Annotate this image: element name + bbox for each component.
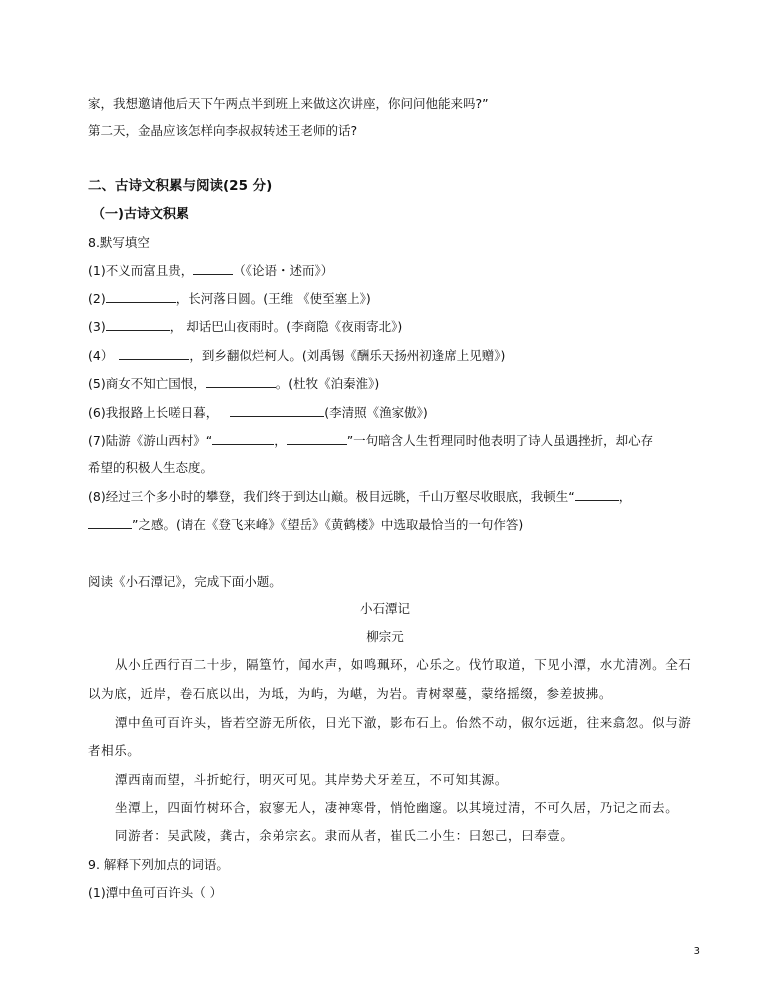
- q8-item-4-blank[interactable]: [119, 347, 189, 360]
- q8-item-6-after: (李清照《渔家傲》): [324, 405, 428, 420]
- q8-title: 8.默写填空: [88, 235, 150, 250]
- q9-title: 9. 解释下列加点的词语。: [88, 857, 229, 872]
- passage-p1-line-2: 以为底，近岸，卷石底以出，为坻，为屿，为嵁，为岩。青树翠蔓，蒙络摇缀，参差披拂。: [88, 686, 613, 701]
- intro-line-1: 家，我想邀请他后天下午两点半到班上来做这次讲座，你问问他能来吗?”: [88, 96, 489, 111]
- q8-item-7: [88, 432, 653, 449]
- q8-item-8-line-2: [88, 516, 523, 533]
- q8-item-5-before: (5)商女不知亡国恨，: [88, 376, 206, 391]
- page-number: 3: [693, 946, 700, 957]
- q8-item-8-before: (8)经过三个多小时的攀登，我们终于到达山巅。极目远眺，千山万壑尽收眼底，我顿生“: [88, 489, 575, 504]
- intro-line-2: 第二天，金晶应该怎样向李叔叔转述王老师的话?: [88, 123, 358, 138]
- q8-item-4-after: ，到乡翻似烂柯人。(刘禹锡《酬乐天扬州初逢席上见赠》): [189, 348, 506, 363]
- passage-p1-line-1: 从小丘西行百二十步，隔篁竹，闻水声，如鸣珮环，心乐之。伐竹取道，下见小潭，水尤清冽。全石: [115, 657, 692, 672]
- q8-item-4-before: (4）: [88, 348, 114, 363]
- q8-item-8-blank-1[interactable]: [575, 488, 619, 501]
- q8-item-5-after: 。(杜牧《泊秦淮》): [275, 376, 380, 391]
- q9-item-1: (1)潭中鱼可百许头（ ）: [88, 885, 223, 900]
- q8-item-5: [88, 375, 379, 392]
- q8-item-2-after: ，长河落日圆。(王维 《使至塞上》): [175, 291, 371, 306]
- passage-p4: 坐潭上，四面竹树环合，寂寥无人，凄神寒骨，悄怆幽邃。以其境过清，不可久居，乃记之而去。: [115, 800, 679, 815]
- q8-item-6-blank[interactable]: [230, 404, 324, 417]
- q8-item-1-after: （《论语・述而》）: [233, 263, 334, 278]
- subsection-title: （一)古诗文积累: [92, 207, 189, 222]
- q8-item-1-before: (1)不义而富且贵，: [88, 263, 194, 278]
- q8-item-2: [88, 290, 371, 307]
- q8-item-7-after: ”一句暗含人生哲理同时他表明了诗人虽遇挫折，却心存: [346, 433, 654, 448]
- q8-item-2-before: (2): [88, 291, 106, 306]
- q8-item-7-before: (7)陆游《游山西村》“: [88, 433, 213, 448]
- q8-item-8-mid: ，: [618, 489, 632, 504]
- passage-p5: 同游者：吴武陵，龚古，余弟宗玄。隶而从者，崔氏二小生：曰恕己，曰奉壹。: [115, 828, 574, 843]
- reading-prompt: 阅读《小石潭记》，完成下面小题。: [88, 574, 282, 589]
- q8-item-6-before: (6)我报路上长嗟日暮，: [88, 405, 219, 420]
- q8-item-1: [88, 262, 333, 279]
- q8-item-3: [88, 318, 402, 335]
- q8-item-8-after: ”之感。(请在《登飞来峰》《望岳》《黄鹤楼》中选取最恰当的一句作答): [132, 517, 524, 532]
- q8-item-8-blank-2[interactable]: [88, 516, 132, 529]
- q8-item-1-blank[interactable]: [193, 262, 233, 275]
- q8-item-3-after: ， 却话巴山夜雨时。(李商隐《夜雨寄北》): [169, 319, 403, 334]
- q8-item-8: [88, 488, 631, 505]
- q8-item-7-blank-1[interactable]: [212, 432, 274, 445]
- q8-item-5-blank[interactable]: [206, 375, 276, 388]
- passage-p2-line-2: 者相乐。: [88, 743, 141, 758]
- passage-title: 小石潭记: [359, 601, 410, 616]
- q8-item-3-before: (3): [88, 319, 106, 334]
- q8-item-7-mid: ，: [274, 433, 287, 448]
- q8-item-3-blank[interactable]: [106, 318, 170, 331]
- q8-item-6: [88, 404, 428, 421]
- section-title: 二、古诗文积累与阅读(25 分): [88, 178, 273, 194]
- passage-author: 柳宗元: [366, 629, 404, 644]
- q8-item-7-blank-2[interactable]: [287, 432, 347, 445]
- passage-p2-line-1: 潭中鱼可百许头，皆若空游无所依，日光下澈，影布石上。佁然不动，俶尔远逝，往来翕忽。似与游: [115, 715, 692, 730]
- q8-item-2-blank[interactable]: [106, 290, 176, 303]
- passage-p3: 潭西南而望，斗折蛇行，明灭可见。其岸势犬牙差互，不可知其源。: [115, 772, 509, 787]
- q8-item-7-line-2: 希望的积极人生态度。: [88, 460, 214, 475]
- q8-item-4: [88, 347, 505, 364]
